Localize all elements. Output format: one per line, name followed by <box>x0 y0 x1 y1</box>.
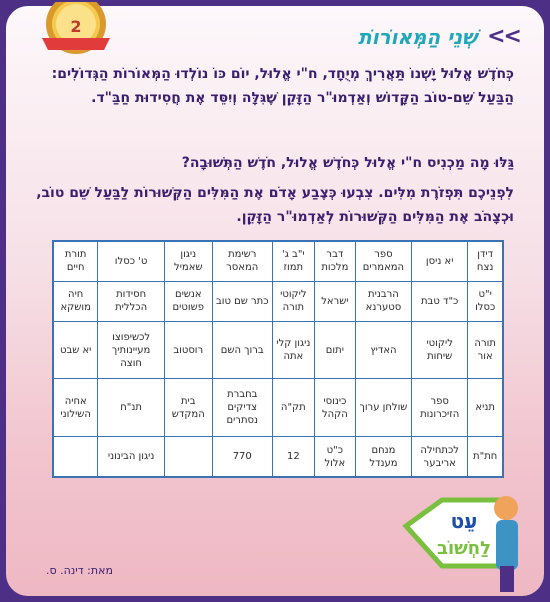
grid-cell[interactable]: ספר הזיכרונות <box>412 379 468 437</box>
grid-cell[interactable]: 12 <box>272 437 314 478</box>
grid-cell[interactable]: ספר המאמרים <box>355 241 411 281</box>
logo <box>402 482 528 594</box>
table-row <box>53 321 503 379</box>
figure-icon <box>494 496 518 520</box>
question-text: גַּלּוּ מָה מַכְנִיס ח"י אֱלוּל כְּחֹדֶשׁ אֱלוּל, חֹדֶשׁ הַתְּשׁוּבָה? <box>181 155 514 171</box>
grid-cell[interactable]: יא ניסן <box>412 241 468 281</box>
section-title: שְׁנֵי הַמְּאוֹרוֹת <box>358 24 478 49</box>
logo-line1: עֵט <box>450 509 478 533</box>
table-row <box>53 379 503 437</box>
chevron-icon: >> <box>487 24 520 49</box>
grid-cell[interactable]: חיה מושקא <box>53 281 98 321</box>
grid-cell[interactable]: חסידות הכללית <box>98 281 164 321</box>
grid-cell[interactable] <box>164 437 212 478</box>
grid-cell[interactable]: לכשיפוצו מעיינותיך חוצה <box>98 321 164 379</box>
grid-cell[interactable]: דבר מלכות <box>314 241 355 281</box>
grid-cell[interactable]: כ"ט אלול <box>314 437 355 478</box>
grid-cell[interactable]: ניגון קלי אתה <box>272 321 314 379</box>
grid-cell[interactable]: יא שבט <box>53 321 98 379</box>
grid-cell[interactable] <box>53 437 98 478</box>
grid-cell[interactable]: תניא <box>468 379 503 437</box>
section-header <box>358 24 520 49</box>
grid-cell[interactable]: אחיה השילוני <box>53 379 98 437</box>
grid-cell[interactable]: ניגון שאמיל <box>164 241 212 281</box>
badge-number: 2 <box>70 17 82 36</box>
table-row <box>53 281 503 321</box>
grid-cell[interactable]: כינוסי הקהל <box>314 379 355 437</box>
logo-line2: לַחְשׁוֹב <box>436 538 492 559</box>
grid-cell[interactable]: תנ"ח <box>98 379 164 437</box>
grid-cell[interactable]: תק"ה <box>272 379 314 437</box>
grid-cell[interactable]: חת"ת <box>468 437 503 478</box>
grid-cell[interactable]: בית המקדש <box>164 379 212 437</box>
grid-cell[interactable]: תורת חיים <box>53 241 98 281</box>
instructions-text: לִפְנֵיכֶם תִּפְזֹרֶת מִלִּים. צִבְעוּ כְּצֶבַע אָדֹם אֶת הַמִּלִּים הַקְּשׁוּרוֹת לַבַּעַל שֵׁם טוֹב, וּכְצָהֹב אֶת הַמִּלִּים הַקְּשׁוּרוֹת לְאַדְמוּ"ר הַזָּקֵן. <box>36 185 514 225</box>
grid-cell[interactable]: שולחן ערוך <box>355 379 411 437</box>
grid-cell[interactable]: רוסטוב <box>164 321 212 379</box>
intro-paragraph: כְּחֹדֶשׁ אֱלוּל יָשְׁנוֹ תַּאֲרִיךְ מְיֻחָד, ח"י אֱלוּל, יוֹם כּוֹ נוֹלְדוּ הַמְּאוֹרוֹת הַגְּדוֹלִים: הַבַּעַל שֵׁם-טוֹב הַקָּדוֹשׁ וְאַדְמוּ"ר הַזָּקֵן שֶׁגִּלָּה וְיִסֵּד אֶת חֲסִידוּת חַבַּ"ד. <box>51 66 514 106</box>
grid-cell[interactable]: ברוך השם <box>212 321 272 379</box>
grid-cell[interactable]: ליקוטי שיחות <box>412 321 468 379</box>
word-search-table <box>52 240 504 478</box>
grid-cell[interactable]: לכתחילה אריבער <box>412 437 468 478</box>
grid-cell[interactable]: הרבנית סטערנא <box>355 281 411 321</box>
grid-cell[interactable]: אנשים פשוטים <box>164 281 212 321</box>
grid-cell[interactable]: י"ב ג' תמוז <box>272 241 314 281</box>
grid-cell[interactable]: 770 <box>212 437 272 478</box>
grid-cell[interactable]: ט' כסלו <box>98 241 164 281</box>
grid-cell[interactable]: כ"ד טבת <box>412 281 468 321</box>
grid-cell[interactable]: כתר שם טוב <box>212 281 272 321</box>
grid-cell[interactable]: ליקוטי תורה <box>272 281 314 321</box>
grid-cell[interactable]: האדיץ <box>355 321 411 379</box>
grid-cell[interactable]: יתום <box>314 321 355 379</box>
grid-cell[interactable]: ישראל <box>314 281 355 321</box>
grid-cell[interactable]: בחברת צדיקים נסתרים <box>212 379 272 437</box>
grid-cell[interactable]: ניגון הבינוני <box>98 437 164 478</box>
table-row <box>53 241 503 281</box>
author-credit: מאת: דינה. ס. <box>46 564 113 577</box>
grid-cell[interactable]: דידן נצח <box>468 241 503 281</box>
grid-cell[interactable]: י"ט כסלו <box>468 281 503 321</box>
grid-cell[interactable]: מנחם מענדל <box>355 437 411 478</box>
table-row <box>53 437 503 478</box>
award-badge-icon <box>32 2 120 68</box>
worksheet-card <box>6 6 544 596</box>
grid-cell[interactable]: רשימת המאסר <box>212 241 272 281</box>
grid-cell[interactable]: תורה אור <box>468 321 503 379</box>
